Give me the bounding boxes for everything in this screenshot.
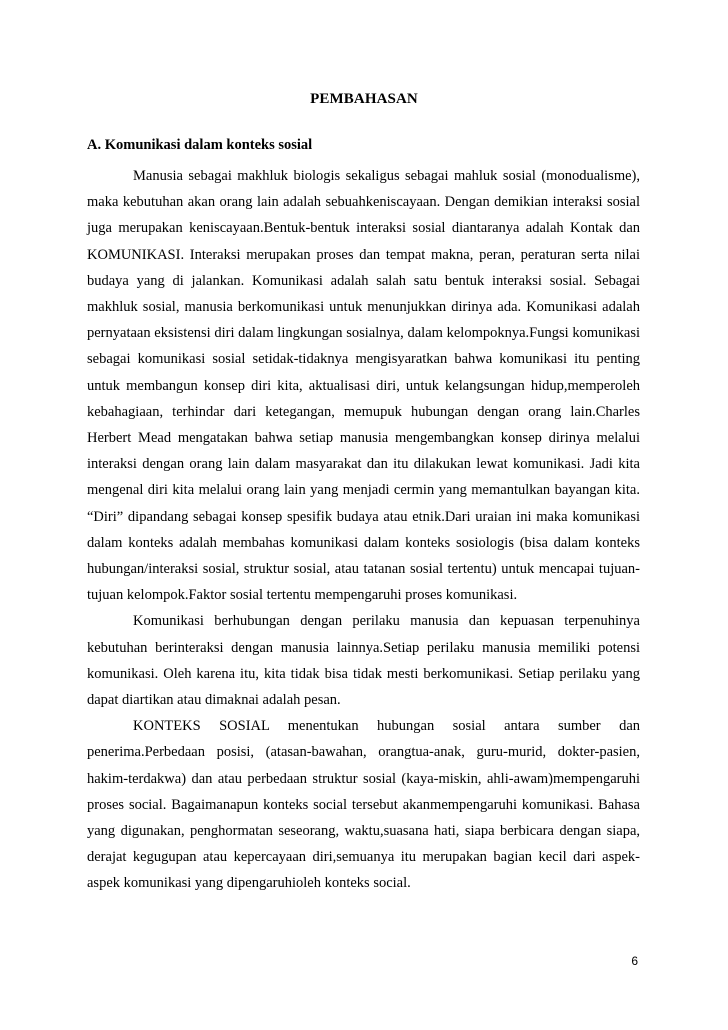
section-heading: A. Komunikasi dalam konteks sosial <box>87 137 313 153</box>
paragraph: KONTEKS SOSIAL menentukan hubungan sosial antara sumber dan penerima.Perbedaan posisi, (atasan-bawahan, orangtua-anak, guru-murid, dokter-pasien, hakim-terdakwa) dan atau perbedaan struktur sosial (kaya-miskin, ahli-awam)mempengaruhi proses social. Bagaimanapun konteks social tersebut akanmempengaruhi komunikasi. Bahasa yang digunakan, penghormatan seseorang, waktu,suasana hati, siapa berbicara dengan siapa, derajat kegugupan atau kepercayaan diri,semuanya itu merupakan bagian kecil dari aspek-aspek komunikasi yang dipengaruhioleh konteks social. <box>87 718 640 892</box>
paragraph: Manusia sebagai makhluk biologis sekaligus sebagai mahluk sosial (monodualisme), maka kebutuhan akan orang lain adalah sebuahkeniscayaan. Dengan demikian interaksi sosial juga merupakan keniscayaan.Bentuk-bentuk interaksi sosial diantaranya adalah Kontak dan KOMUNIKASI. Interaksi merupakan proses dan tempat makna, peran, peraturan serta nilai budaya yang di jalankan. Komunikasi adalah salah satu bentuk interaksi sosial. Sebagai makhluk sosial, manusia berkomunikasi untuk menunjukkan dirinya ada. Komunikasi adalah pernyataan eksistensi diri dalam lingkungan sosialnya, dalam kelompoknya.Fungsi komunikasi sebagai komunikasi sosial setidak-tidaknya mengisyaratkan bahwa komunikasi itu penting untuk membangun konsep diri kita, aktualisasi diri, untuk kelangsungan hidup,memperoleh kebahagiaan, terhindar dari ketegangan, memupuk hubungan dengan orang lain.Charles Herbert Mead mengatakan bahwa setiap manusia mengembangkan konsep dirinya melalui interaksi dengan orang lain dalam masyarakat dan itu dilakukan lewat komunikasi. Jadi kita mengenal diri kita melalui orang lain yang menjadi cermin yang memantulkan bayangan kita. “Diri” dipandang sebagai konsep spesifik budaya atau etnik.Dari uraian ini maka komunikasi dalam konteks adalah membahas komunikasi dalam konteks sosiologis (bisa dalam konteks hubungan/interaksi sosial, struktur sosial, atau tatanan sosial tertentu) untuk mencapai tujuan-tujuan kelompok.Faktor sosial tertentu mempengaruhi proses komunikasi. <box>87 168 640 604</box>
paragraph: Komunikasi berhubungan dengan perilaku manusia dan kepuasan terpenuhinya kebutuhan berinteraksi dengan manusia lainnya.Setiap perilaku manusia memiliki potensi komunikasi. Oleh karena itu, kita tidak bisa tidak mesti berkomunikasi. Setiap perilaku yang dapat diartikan atau dimaknai adalah pesan. <box>87 613 640 709</box>
body-text <box>87 163 640 897</box>
page-title: PEMBAHASAN <box>310 91 418 107</box>
page-number: 6 <box>631 954 638 968</box>
